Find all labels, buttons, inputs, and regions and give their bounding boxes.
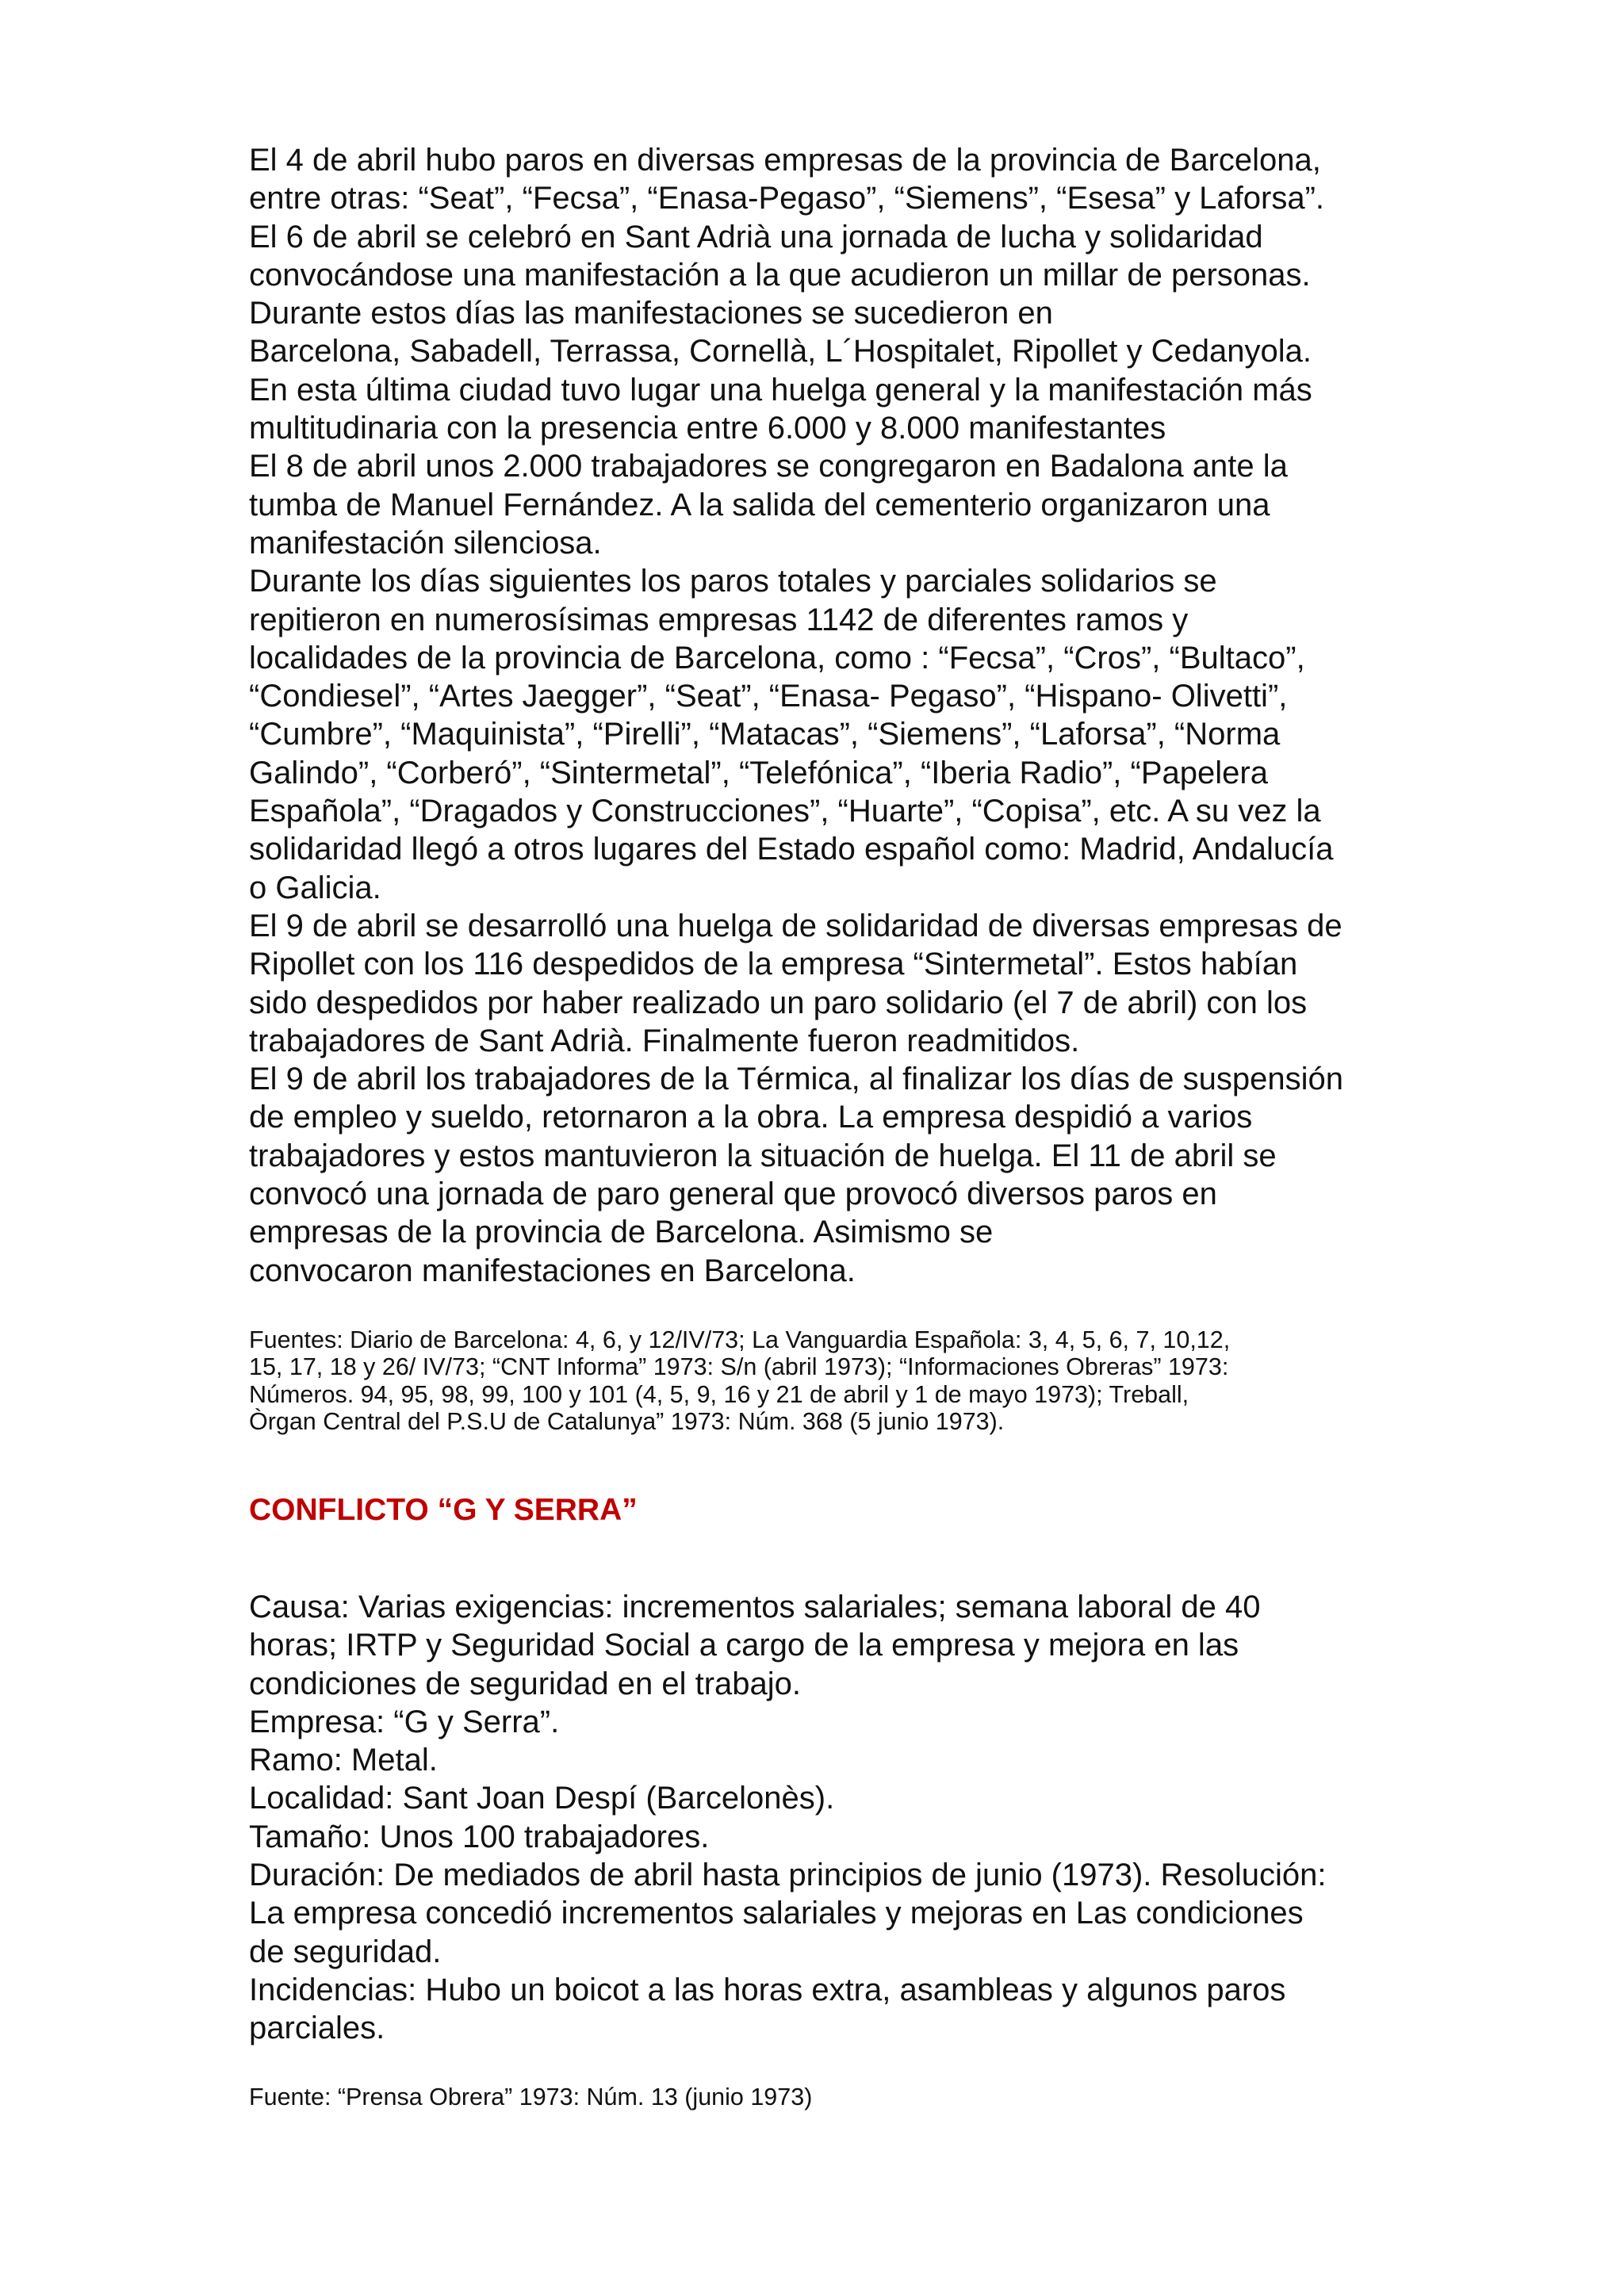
sources-note xyxy=(249,1326,1438,1436)
text-line: Durante los días siguientes los paros totales y parciales solidarios se xyxy=(249,564,1217,599)
conflict-line: Localidad: Sant Joan Despí (Barcelonès). xyxy=(249,1781,835,1816)
text-line: El 8 de abril unos 2.000 trabajadores se congregaron en Badalona ante la xyxy=(249,449,1288,484)
text-line: manifestación silenciosa. xyxy=(249,525,602,561)
text-line: localidades de la provincia de Barcelona, como : “Fecsa”, “Cros”, “Bultaco”, xyxy=(249,640,1305,675)
conflict-line: de seguridad. xyxy=(249,1934,442,1969)
conflict-details xyxy=(249,1588,1438,2048)
sources-line: 15, 17, 18 y 26/ IV/73; “CNT Informa” 1973: S/n (abril 1973); “Informaciones Obreras” 1973: xyxy=(249,1353,1229,1381)
sources-line: Números. 94, 95, 98, 99, 100 y 101 (4, 5, 9, 16 y 21 de abril y 1 de mayo 1973); Treball, xyxy=(249,1380,1189,1408)
text-line: convocaron manifestaciones en Barcelona. xyxy=(249,1253,856,1288)
text-line: sido despedidos por haber realizado un paro solidario (el 7 de abril) con los xyxy=(249,985,1308,1020)
main-paragraph xyxy=(249,141,1438,1290)
text-line: empresas de la provincia de Barcelona. Asimismo se xyxy=(249,1215,994,1250)
document-page xyxy=(249,141,1438,2111)
text-line: Española”, “Dragados y Construcciones”, “Huarte”, “Copisa”, etc. A su vez la xyxy=(249,794,1321,829)
text-line: El 9 de abril los trabajadores de la Térmica, al finalizar los días de suspensión xyxy=(249,1062,1343,1097)
sources-line: Fuentes: Diario de Barcelona: 4, 6, y 12/IV/73; La Vanguardia Española: 3, 4, 5, 6, 7, 10,12, xyxy=(249,1326,1231,1353)
text-line: Ripollet con los 116 despedidos de la empresa “Sintermetal”. Estos habían xyxy=(249,947,1298,982)
text-line: “Cumbre”, “Maquinista”, “Pirelli”, “Matacas”, “Siemens”, “Laforsa”, “Norma xyxy=(249,717,1281,752)
conflict-line: Duración: De mediados de abril hasta principios de junio (1973). Resolución: xyxy=(249,1857,1327,1892)
conflict-line: Incidencias: Hubo un boicot a las horas extra, asambleas y algunos paros xyxy=(249,1972,1286,2007)
text-line: entre otras: “Seat”, “Fecsa”, “Enasa-Pegaso”, “Siemens”, “Esesa” y Laforsa”. xyxy=(249,181,1325,216)
text-line: El 6 de abril se celebró en Sant Adrià una jornada de lucha y solidaridad xyxy=(249,219,1263,254)
conflict-line: condiciones de seguridad en el trabajo. xyxy=(249,1666,802,1701)
conflict-line: Empresa: “G y Serra”. xyxy=(249,1704,560,1739)
text-line: solidaridad llegó a otros lugares del Estado español como: Madrid, Andalucía xyxy=(249,832,1334,867)
text-line: El 9 de abril se desarrolló una huelga de solidaridad de diversas empresas de xyxy=(249,908,1342,943)
source-note xyxy=(249,2084,1438,2111)
conflict-line: Tamaño: Unos 100 trabajadores. xyxy=(249,1819,710,1854)
conflict-line: La empresa concedió incrementos salariales y mejoras en Las condiciones xyxy=(249,1896,1304,1931)
text-line: Galindo”, “Corberó”, “Sintermetal”, “Telefónica”, “Iberia Radio”, “Papelera xyxy=(249,755,1268,790)
text-line: convocándose una manifestación a la que acudieron un millar de personas. xyxy=(249,257,1311,293)
text-line: trabajadores de Sant Adrià. Finalmente fueron readmitidos. xyxy=(249,1023,1080,1058)
text-line: de empleo y sueldo, retornaron a la obra. La empresa despidió a varios xyxy=(249,1100,1253,1135)
section-heading: CONFLICTO “G Y SERRA” xyxy=(249,1492,638,1527)
text-line: trabajadores y estos mantuvieron la situación de huelga. El 11 de abril se xyxy=(249,1138,1277,1173)
text-line: o Galicia. xyxy=(249,870,381,905)
conflict-line: Ramo: Metal. xyxy=(249,1743,438,1778)
text-line: Durante estos días las manifestaciones se sucedieron en xyxy=(249,296,1053,331)
text-line: Barcelona, Sabadell, Terrassa, Cornellà, L´Hospitalet, Ripollet y Cedanyola. xyxy=(249,334,1312,369)
text-line: convocó una jornada de paro general que provocó diversos paros en xyxy=(249,1177,1217,1212)
conflict-line: horas; IRTP y Seguridad Social a cargo de la empresa y mejora en las xyxy=(249,1628,1239,1663)
conflict-line: parciales. xyxy=(249,2011,385,2046)
text-line: En esta última ciudad tuvo lugar una huelga general y la manifestación más xyxy=(249,372,1312,408)
text-line: multitudinaria con la presencia entre 6.000 y 8.000 manifestantes xyxy=(249,411,1166,446)
text-line: El 4 de abril hubo paros en diversas empresas de la provincia de Barcelona, xyxy=(249,143,1321,178)
source-line: Fuente: “Prensa Obrera” 1973: Núm. 13 (junio 1973) xyxy=(249,2084,813,2111)
text-line: “Condiesel”, “Artes Jaegger”, “Seat”, “Enasa- Pegaso”, “Hispano- Olivetti”, xyxy=(249,679,1288,714)
conflict-line: Causa: Varias exigencias: incrementos salariales; semana laboral de 40 xyxy=(249,1589,1261,1624)
text-line: repitieron en numerosísimas empresas 1142 de diferentes ramos y xyxy=(249,602,1189,637)
text-line: tumba de Manuel Fernández. A la salida del cementerio organizaron una xyxy=(249,487,1270,522)
sources-line: Òrgan Central del P.S.U de Catalunya” 1973: Núm. 368 (5 junio 1973). xyxy=(249,1408,1005,1436)
